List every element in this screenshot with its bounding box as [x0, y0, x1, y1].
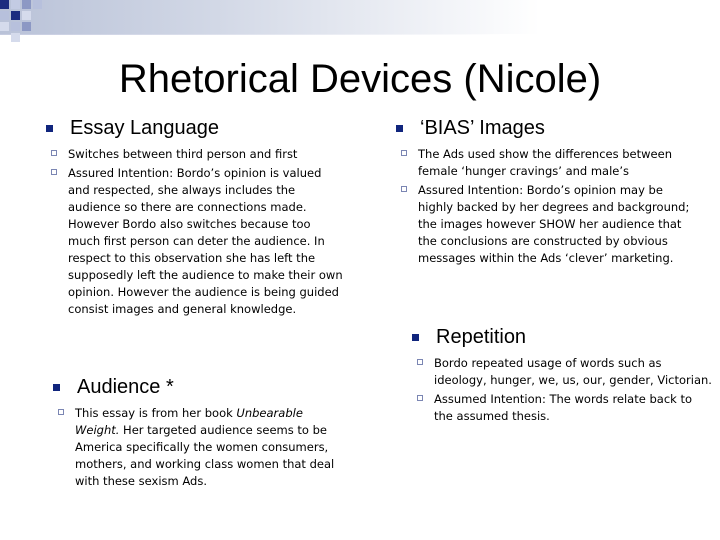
essay-language-heading-text: Essay Language	[70, 117, 220, 139]
audience-item-prefix: This essay is from her book	[75, 406, 237, 420]
hollow-square-bullet-icon	[58, 409, 64, 415]
bias-images-heading-text: ‘BIAS’ Images	[420, 117, 545, 139]
header-rule	[0, 34, 720, 35]
repetition-item-1: Bordo repeated usage of words such as ideology, hunger, we, us, our, gender, Victorian.	[434, 356, 712, 387]
decor-square-light	[0, 11, 9, 20]
essay-language-list	[46, 146, 346, 318]
decor-square-light	[22, 11, 31, 20]
repetition-list	[412, 355, 712, 425]
square-bullet-icon	[412, 334, 419, 341]
header-gradient-band	[0, 0, 720, 34]
audience-list	[53, 405, 343, 490]
essay-language-item-2: Assured Intention: Bordo’s opinion is valued and respected, she always includes the audience so there are connections made. However Bordo also switches because too much first person can deter the audience. In respect to this observation she has left the supposedly left the audience to make their own opinion. However the audience is being guided consist images and general knowledge.	[68, 166, 343, 316]
list-item	[46, 165, 346, 318]
decor-square-light	[11, 0, 20, 9]
square-bullet-icon	[46, 125, 53, 132]
audience-heading	[53, 375, 343, 399]
essay-language-section	[46, 116, 346, 320]
square-bullet-icon	[396, 125, 403, 132]
hollow-square-bullet-icon	[401, 150, 407, 156]
bias-images-item-2: Assured Intention: Bordo’s opinion may be highly backed by her degrees and background; the images however SHOW her audience that the conclusions are constructed by obvious messages within the Ads ‘clever’ marketing.	[418, 183, 690, 265]
list-item	[396, 146, 696, 180]
audience-heading-text: Audience *	[77, 376, 174, 398]
bias-images-list	[396, 146, 696, 267]
repetition-section	[412, 325, 712, 427]
audience-section	[53, 375, 343, 492]
list-item	[46, 146, 346, 163]
decor-square-mid	[22, 22, 31, 31]
hollow-square-bullet-icon	[417, 395, 423, 401]
essay-language-heading	[46, 116, 346, 140]
bias-images-section	[396, 116, 696, 269]
decor-square-mid	[22, 0, 31, 9]
decor-square-light	[11, 33, 20, 42]
bias-images-heading	[396, 116, 696, 140]
decor-square-dark	[11, 11, 20, 20]
hollow-square-bullet-icon	[51, 169, 57, 175]
slide-title: Rhetorical Devices (Nicole)	[118, 57, 602, 101]
essay-language-item-1: Switches between third person and first	[68, 147, 298, 161]
repetition-item-2: Assumed Intention: The words relate back to the assumed thesis.	[434, 392, 693, 423]
decor-square-dark	[0, 0, 9, 9]
bias-images-item-1: The Ads used show the differences between female ‘hunger cravings’ and male’s	[418, 147, 672, 178]
audience-item-suffix: Her targeted audience seems to be America specifically the women consumers, mothers, and working class women that deal with these sexism Ads.	[75, 423, 335, 488]
list-item	[412, 391, 712, 425]
square-bullet-icon	[53, 384, 60, 391]
list-item	[53, 405, 343, 490]
repetition-heading	[412, 325, 712, 349]
audience-book-title: Unbearable Weight.	[75, 406, 303, 437]
decor-square-mid	[0, 22, 9, 31]
repetition-heading-text: Repetition	[436, 326, 527, 348]
hollow-square-bullet-icon	[417, 359, 423, 365]
hollow-square-bullet-icon	[51, 150, 57, 156]
list-item	[396, 182, 696, 267]
hollow-square-bullet-icon	[401, 186, 407, 192]
decor-square-light	[11, 22, 20, 31]
list-item	[412, 355, 712, 389]
decor-square-dark	[33, 0, 42, 9]
